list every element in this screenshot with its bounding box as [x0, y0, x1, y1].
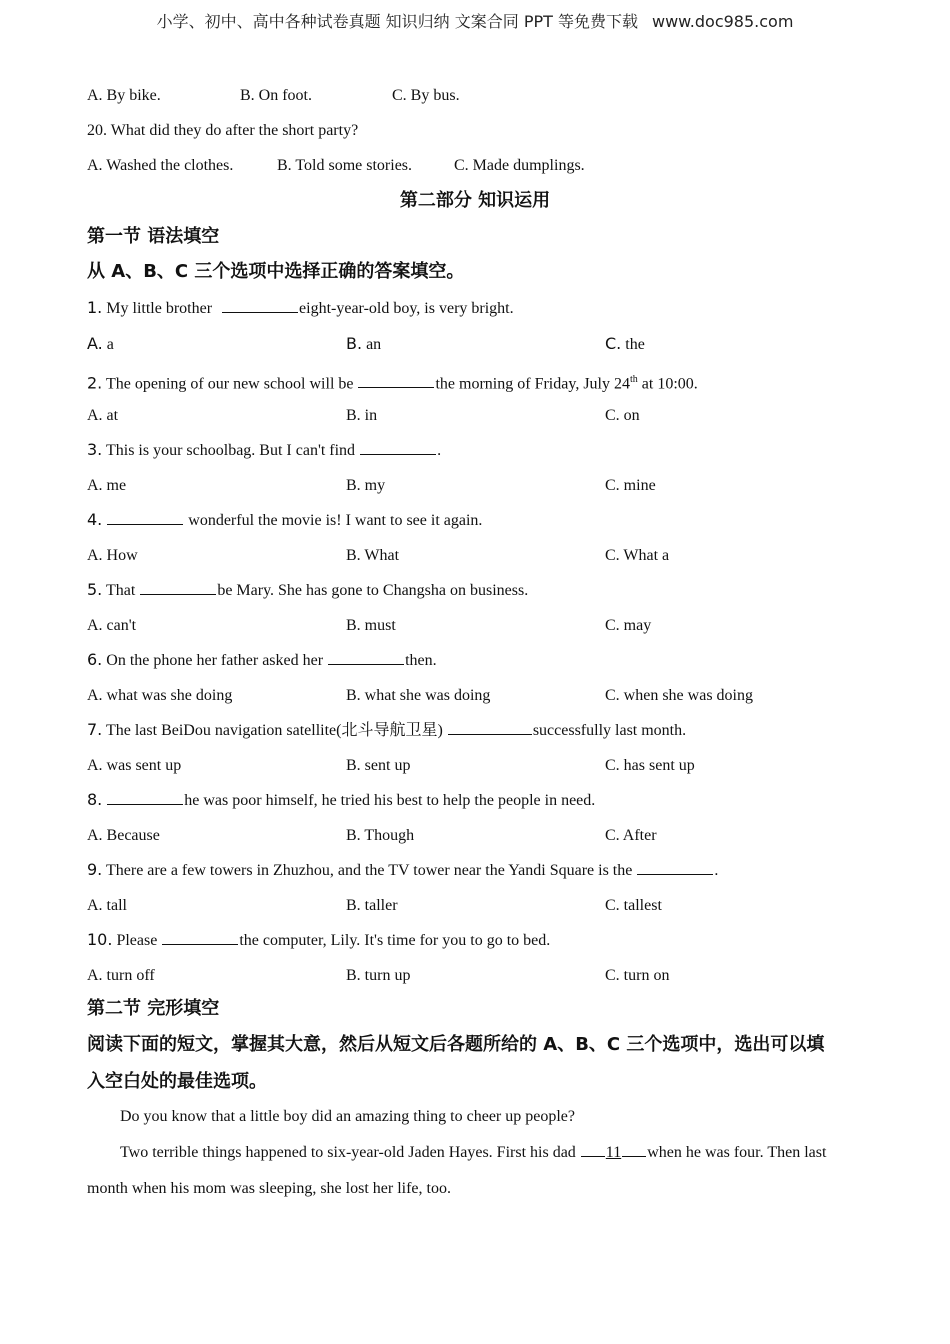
- q2-option-a: A. at: [87, 407, 119, 424]
- q19-option-b: B. On foot.: [240, 87, 312, 104]
- question-number: 3.: [87, 440, 103, 459]
- q4-option-b: B. What: [346, 547, 400, 564]
- question-number: 5.: [87, 580, 103, 599]
- answer-blank: [448, 720, 532, 735]
- answer-blank: [140, 580, 216, 595]
- answer-blank: [360, 440, 436, 455]
- question-number: 4.: [87, 510, 103, 529]
- question-10: 10. Please the computer, Lily. It's time for you to go to bed.: [87, 930, 551, 949]
- question-number: 8.: [87, 790, 103, 809]
- q6-option-a: A. what was she doing: [87, 687, 233, 704]
- q3-option-c: C. mine: [605, 477, 656, 494]
- part2-title: 第二部分 知识运用: [399, 190, 551, 211]
- question-1: 1. My little brother eight-year-old boy, is very bright.: [87, 298, 514, 317]
- q7-option-b: B. sent up: [346, 757, 411, 774]
- section1-instruction: 从 A、B、C 三个选项中选择正确的答案填空。: [87, 261, 465, 282]
- q4-option-c: C. What a: [605, 547, 670, 564]
- question-4: 4. wonderful the movie is! I want to see it again.: [87, 510, 483, 529]
- q5-option-a: A. can't: [87, 617, 137, 634]
- q20-option-b: B. Told some stories.: [277, 157, 413, 174]
- question-number: 9.: [87, 860, 103, 879]
- q2-option-b: B. in: [346, 407, 378, 424]
- q1-option-a: A. a: [87, 334, 114, 353]
- header-url[interactable]: www.doc985.com: [652, 12, 794, 31]
- q4-option-a: A. How: [87, 547, 138, 564]
- section1-title: 第一节 语法填空: [87, 226, 220, 247]
- header-text: 小学、初中、高中各种试卷真题 知识归纳 文案合同 PPT 等免费下载: [156, 12, 638, 31]
- q5-option-c: C. may: [605, 617, 652, 634]
- q3-option-b: B. my: [346, 477, 386, 494]
- question-number: 6.: [87, 650, 103, 669]
- q7-option-a: A. was sent up: [87, 757, 182, 774]
- question-number: 7.: [87, 720, 103, 739]
- question-6: 6. On the phone her father asked her then.: [87, 650, 437, 669]
- passage-paragraph-2: Two terrible things happened to six-year-old Jaden Hayes. First his dad 11 when he was four. Then last: [120, 1144, 827, 1161]
- q8-option-b: B. Though: [346, 827, 415, 844]
- section2-instruction-line1: 阅读下面的短文，掌握其大意，然后从短文后各题所给的 A、B、C 三个选项中，选出可以填: [87, 1034, 825, 1055]
- cloze-blank-number: 11: [605, 1144, 622, 1161]
- q10-option-a: A. turn off: [87, 967, 155, 984]
- question-2: 2. The opening of our new school will be the morning of Friday, July 24th at 10:00.: [87, 373, 698, 393]
- q8-option-c: C. After: [605, 827, 657, 844]
- answer-blank: [328, 650, 404, 665]
- q20-option-c: C. Made dumplings.: [454, 157, 585, 174]
- passage-paragraph-1: Do you know that a little boy did an amazing thing to cheer up people?: [120, 1108, 575, 1125]
- q2-option-c: C. on: [605, 407, 640, 424]
- q9-option-a: A. tall: [87, 897, 127, 914]
- q10-option-b: B. turn up: [346, 967, 411, 984]
- passage-paragraph-2-line2: month when his mom was sleeping, she lost her life, too.: [87, 1180, 451, 1197]
- answer-blank: [637, 860, 713, 875]
- q6-option-b: B. what she was doing: [346, 687, 491, 704]
- q8-option-a: A. Because: [87, 827, 160, 844]
- section2-instruction-line2: 入空白处的最佳选项。: [87, 1071, 267, 1092]
- q10-option-c: C. turn on: [605, 967, 670, 984]
- question-number: 10.: [87, 930, 113, 949]
- q3-option-a: A. me: [87, 477, 127, 494]
- q7-option-c: C. has sent up: [605, 757, 695, 774]
- question-8: 8. he was poor himself, he tried his best to help the people in need.: [87, 790, 596, 809]
- question-number: 2.: [87, 373, 103, 393]
- answer-blank: [222, 298, 298, 313]
- question-3: 3. This is your schoolbag. But I can't find .: [87, 440, 442, 459]
- q19-option-a: A. By bike.: [87, 87, 161, 104]
- q1-option-c: C. the: [605, 334, 645, 353]
- answer-blank: [107, 510, 183, 525]
- answer-blank: [162, 930, 238, 945]
- section2-title: 第二节 完形填空: [87, 998, 220, 1019]
- answer-blank: [358, 373, 434, 388]
- q6-option-c: C. when she was doing: [605, 687, 753, 704]
- question-9: 9. There are a few towers in Zhuzhou, and the TV tower near the Yandi Square is the .: [87, 860, 719, 879]
- q19-option-c: C. By bus.: [392, 87, 460, 104]
- q9-option-b: B. taller: [346, 897, 398, 914]
- q20-option-a: A. Washed the clothes.: [87, 157, 234, 174]
- q1-option-b: B. an: [346, 334, 382, 353]
- q9-option-c: C. tallest: [605, 897, 662, 914]
- question-number: 1.: [87, 298, 103, 317]
- answer-blank: [107, 790, 183, 805]
- q20-text: 20. What did they do after the short party?: [87, 122, 359, 139]
- page-header: [0, 12, 950, 32]
- q5-option-b: B. must: [346, 617, 396, 634]
- question-7: 7. The last BeiDou navigation satellite(北斗导航卫星) successfully last month.: [87, 720, 687, 739]
- question-5: 5. That be Mary. She has gone to Changsha on business.: [87, 580, 529, 599]
